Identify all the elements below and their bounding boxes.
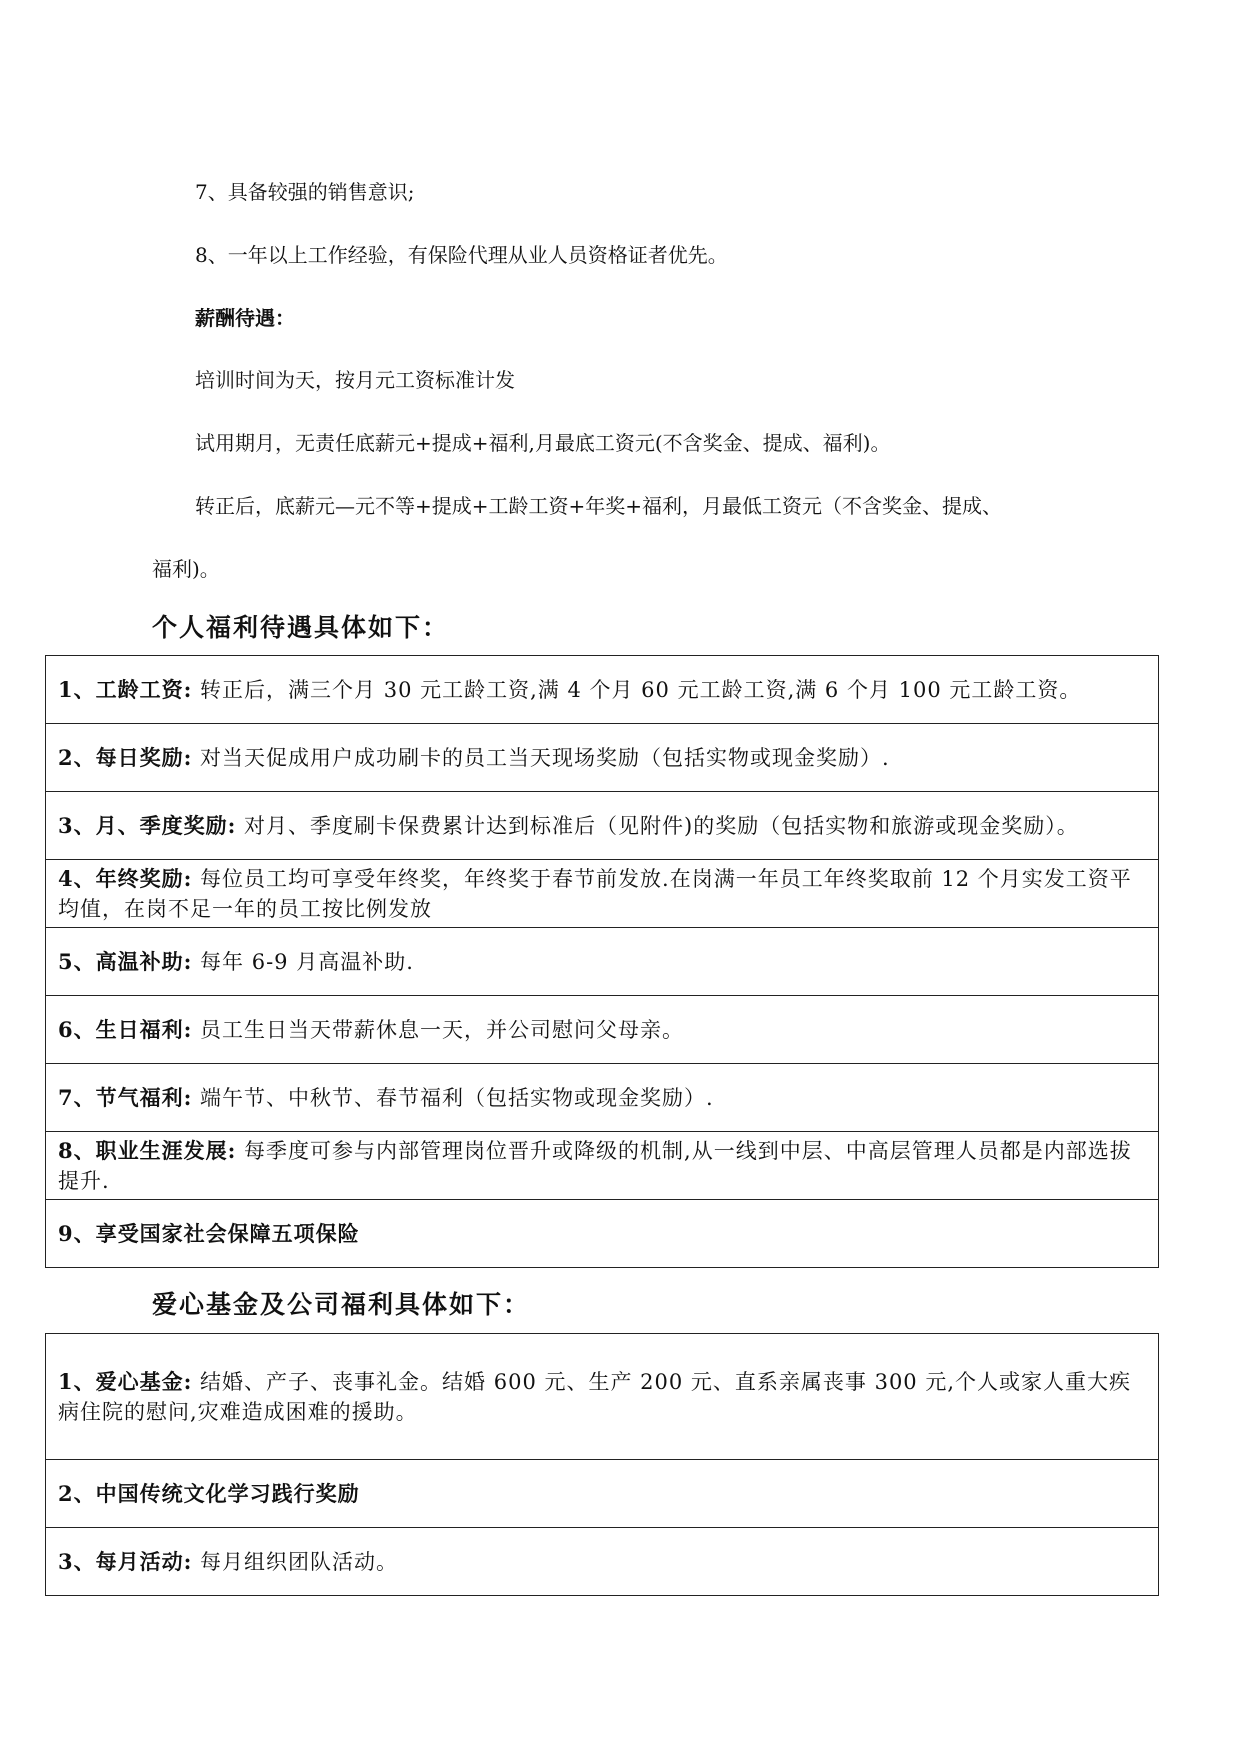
benefit-cell	[46, 656, 1159, 724]
table-row	[46, 1064, 1159, 1132]
benefit-text: 对月、季度刷卡保费累计达到标准后（见附件)的奖励（包括实物和旅游或现金奖励）。	[236, 813, 1079, 838]
benefit-text: 每年 6-9 月高温补助.	[192, 949, 414, 974]
benefit-label: 8、职业生涯发展:	[58, 1137, 237, 1163]
regular-terms-line1: 转正后，底薪元—元不等+提成+工龄工资+年奖+福利，月最低工资元（不含奖金、提成、	[195, 494, 1003, 518]
requirement-7: 7、具备较强的销售意识;	[195, 180, 415, 204]
benefit-text: 端午节、中秋节、春节福利（包括实物或现金奖励）.	[192, 1085, 714, 1110]
table-row	[46, 1528, 1159, 1596]
table-row	[46, 1460, 1159, 1528]
benefit-text: 每位员工均可享受年终奖，年终奖于春节前发放.在岗满一年员工年终奖取前 12 个月实发工资平均值，在岗不足一年的员工按比例发放	[58, 866, 1132, 921]
benefit-label: 5、高温补助:	[58, 948, 193, 974]
benefit-text: 员工生日当天带薪休息一天，并公司慰问父母亲。	[192, 1017, 685, 1042]
probation-terms: 试用期月，无责任底薪元+提成+福利,月最底工资元(不含奖金、提成、福利)。	[195, 431, 891, 455]
benefit-label: 1、爱心基金:	[58, 1368, 193, 1394]
table-row	[46, 1334, 1159, 1460]
salary-heading	[195, 306, 295, 330]
table-row	[46, 724, 1159, 792]
table-row	[46, 792, 1159, 860]
table-row	[46, 928, 1159, 996]
table-row	[46, 860, 1159, 928]
requirement-8: 8、一年以上工作经验，有保险代理从业人员资格证者优先。	[195, 243, 728, 267]
benefit-cell	[46, 1460, 1159, 1528]
benefit-cell	[46, 1132, 1159, 1200]
benefit-label: 1、工龄工资:	[58, 676, 193, 702]
training-period: 培训时间为天，按月元工资标准计发	[195, 368, 515, 392]
benefit-label: 9、享受国家社会保障五项保险	[58, 1220, 360, 1246]
regular-terms-line2: 福利)。	[152, 557, 220, 581]
benefit-cell	[46, 996, 1159, 1064]
company-benefits-heading: 爱心基金及公司福利具体如下：	[152, 1290, 531, 1319]
benefit-text: 每季度可参与内部管理岗位晋升或降级的机制,从一线到中层、中高层管理人员都是内部选拔提升.	[58, 1138, 1132, 1193]
benefit-text: 每月组织团队活动。	[192, 1549, 399, 1574]
benefit-text: 转正后，满三个月 30 元工龄工资,满 4 个月 60 元工龄工资,满 6 个月 100 元工龄工资。	[192, 677, 1082, 702]
benefit-cell	[46, 860, 1159, 928]
benefit-label: 3、月、季度奖励:	[58, 812, 237, 838]
benefit-label: 3、每月活动:	[58, 1548, 193, 1574]
benefit-label: 2、每日奖励:	[58, 744, 193, 770]
benefit-cell	[46, 928, 1159, 996]
table-row	[46, 1132, 1159, 1200]
benefit-label: 2、中国传统文化学习践行奖励	[58, 1480, 360, 1506]
benefit-cell	[46, 1528, 1159, 1596]
benefit-cell	[46, 1200, 1159, 1268]
benefit-label: 6、生日福利:	[58, 1016, 193, 1042]
benefit-label: 4、年终奖励:	[58, 865, 193, 891]
company-benefits-table	[45, 1333, 1159, 1596]
benefit-cell	[46, 724, 1159, 792]
table-row	[46, 1200, 1159, 1268]
benefit-cell	[46, 1064, 1159, 1132]
benefit-label: 7、节气福利:	[58, 1084, 193, 1110]
personal-benefits-heading: 个人福利待遇具体如下：	[152, 613, 450, 642]
benefit-cell	[46, 792, 1159, 860]
personal-benefits-table	[45, 655, 1159, 1268]
benefit-text: 结婚、产子、丧事礼金。结婚 600 元、生产 200 元、直系亲属丧事 300 元,个人或家人重大疾病住院的慰问,灾难造成困难的援助。	[58, 1369, 1132, 1424]
benefit-text: 对当天促成用户成功刷卡的员工当天现场奖励（包括实物或现金奖励）.	[192, 745, 890, 770]
benefit-cell	[46, 1334, 1159, 1460]
table-row	[46, 996, 1159, 1064]
table-row	[46, 656, 1159, 724]
salary-heading-text: 薪酬待遇：	[195, 306, 295, 330]
